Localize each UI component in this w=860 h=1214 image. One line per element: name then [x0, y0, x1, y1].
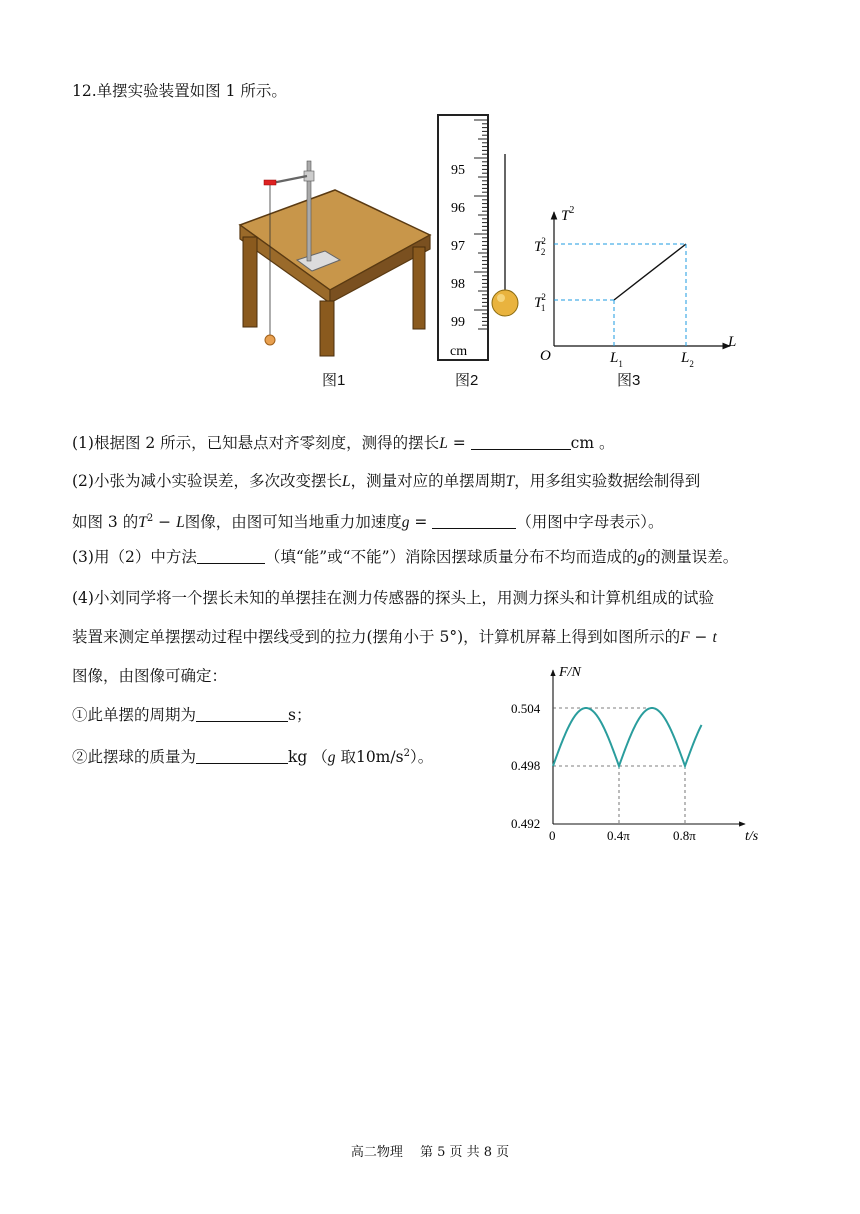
ruler-label-99: 99 [451, 315, 465, 330]
f-t-chart [505, 658, 780, 848]
svg-text:L2: $L_2$ [681, 350, 694, 369]
f-t-xtick-08pi: 0.8π [673, 828, 696, 843]
ruler-label-95: 95 [451, 163, 465, 178]
figure-3-graph [530, 200, 750, 370]
caption-figure-1: 图1 [322, 372, 346, 389]
part-4-q1: ①此单摆的周期为 s； [72, 706, 312, 724]
ruler-label-98: 98 [451, 277, 465, 292]
f-t-curve [553, 708, 702, 766]
ruler-label-97: 97 [451, 239, 465, 254]
svg-text:L1: $L_1$ [610, 350, 623, 369]
f-t-ylabel: F/N [559, 665, 581, 680]
caption-figure-2: 图2 [455, 372, 479, 389]
part-2-line-1: (2)小张为减小实验误差，多次改变摆长L，测量对应的单摆周期T，用多组实验数据绘制得到 [72, 472, 701, 490]
svg-text:O: O [540, 348, 551, 364]
svg-text:T21: T2 1 [534, 292, 546, 313]
answer-blank-5[interactable] [196, 747, 288, 764]
svg-text:T2: $T^2$ [561, 205, 575, 224]
caption-figure-3: 图3 [617, 372, 641, 389]
answer-blank-3[interactable] [197, 547, 265, 564]
svg-text:L: L [728, 334, 737, 350]
f-t-ytick-0492: 0.492 [511, 816, 541, 831]
part-3: (3)用（2）中方法 （填“能”或“不能”）消除因摆球质量分布不均而造成的g的测量误差。 [72, 548, 739, 566]
figure-1-apparatus [235, 155, 435, 360]
f-t-ytick-0504: 0.504 [511, 701, 541, 716]
ruler-label-96: 96 [451, 201, 465, 216]
f-t-xtick-0: 0 [549, 828, 556, 843]
part-4-q2: ②此摆球的质量为 kg （g 取$10m/s^2$）。 [72, 748, 434, 767]
f-t-xtick-04pi: 0.4π [607, 828, 630, 843]
part-4-line-1: (4)小刘同学将一个摆长未知的单摆挂在测力传感器的探头上，用测力探头和计算机组成的试验 [72, 589, 714, 607]
ruler-unit: cm [450, 344, 468, 359]
svg-text:T22: T2 2 [534, 236, 546, 257]
answer-blank-1[interactable] [471, 433, 571, 450]
part-4-line-3: 图像，由图像可确定： [72, 667, 228, 685]
part-4-line-2: 装置来测定单摆摆动过程中摆线受到的拉力(摆角小于 5°)，计算机屏幕上得到如图所示的F − t [72, 628, 717, 646]
answer-blank-4[interactable] [196, 705, 288, 722]
part-1: (1)根据图 2 所示，已知悬点对齐零刻度，测得的摆长L = cm 。 [72, 434, 615, 452]
answer-blank-2[interactable] [432, 512, 516, 529]
figure-2-ruler [430, 112, 530, 364]
pendulum-bob [492, 290, 518, 316]
question-title: 12.单摆实验装置如图 1 所示。 [72, 82, 287, 100]
f-t-ytick-0498: 0.498 [511, 758, 541, 773]
page-footer: 高二物理 第 5 页 共 8 页 [350, 1145, 510, 1160]
part-2-line-2: 如图 3 的$T^2 - L$图像，由图可知当地重力加速度g = （用图中字母表示）。 [72, 513, 664, 532]
f-t-xlabel: t/s [745, 829, 759, 844]
